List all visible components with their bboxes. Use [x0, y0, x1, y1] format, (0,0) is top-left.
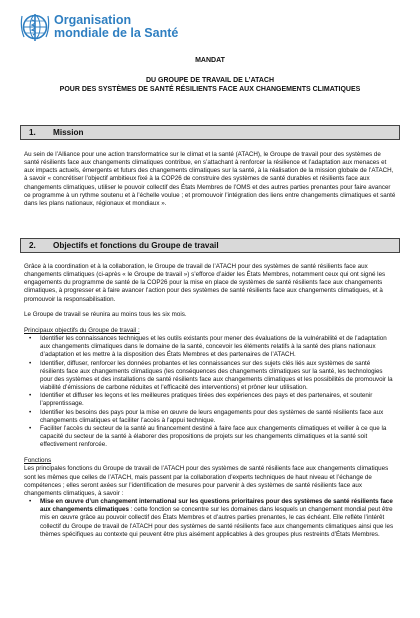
section-2-body: [24, 263, 396, 539]
functions-list: [24, 498, 396, 539]
objective-item: • Faciliter l’accès du secteur de la santé au financement destiné à faire face aux changements climatiques et veiller à ce que la capacité du secteur de la santé à élaborer des propositions de projets sur les changements climatiques et la santé soit effectivement renforcée.: [40, 425, 396, 449]
mission-paragraph: Au sein de l’Alliance pour une action transformatrice sur le climat et la santé (ATACH), le Groupe de travail pour des systèmes de santé résilients face aux changements climatiques contribue, en s’attachant à renforcer la résilience et l’adaptation aux menaces et aux impacts actuels, émergents et futurs des changements climatiques sur la santé, à la réalisation de la mission globale de l’ATACH, à savoir « concrétiser l’objectif ambitieux fixé à la COP26 de construire des systèmes de santé durables et résilients face aux changements climatiques, utiliser le pouvoir collectif des États Membres de l’OMS et des autres parties prenantes pour faire avancer ce programme à un rythme soutenu et à l’échelle voulue ; et promouvoir l’intégration des liens entre changements climatiques et santé dans les plans nationaux, régionaux et mondiaux ».: [24, 151, 396, 207]
section-1-body: [24, 151, 396, 208]
who-emblem-icon: [20, 12, 50, 42]
section-1-heading: [20, 125, 400, 140]
organisation-name-line2: mondiale de la Santé: [54, 26, 179, 40]
function-item-title: Mise en œuvre d’un changement international sur les questions prioritaires pour des systèmes de santé résilients face aux changements climatiques: [40, 498, 393, 514]
objective-item: • Identifier les connaissances techniques et les outils existants pour mener des évaluations de la vulnérabilité et de l’adaptation aux changements climatiques dans le domaine de la santé, concevoir les éléments relatifs à la santé des plans nationaux d’adaptation et les mettre à la disposition des États Membres et des partenaires de l’ATACH.: [40, 335, 396, 359]
section-2-title: Objectifs et fonctions du Groupe de travail: [53, 241, 219, 250]
objectives-intro-paragraph: Grâce à la coordination et à la collaboration, le Groupe de travail de l’ATACH pour des systèmes de santé résilients face aux changements climatiques (ci-après « le Groupe de travail ») s’efforce d’aider les États Membres, notamment ceux qui ont signé les engagements du programme de santé de la COP26 pour la mise en place de systèmes de santé résilients face aux changements climatiques, à progresser et à faire avancer l’action pour des systèmes de santé résilients face aux changements climatiques, et à promouvoir la responsabilisation.: [24, 263, 386, 303]
who-logo: [20, 12, 178, 42]
mandate-label: MANDAT: [195, 57, 225, 64]
functions-intro-paragraph: Les principales fonctions du Groupe de travail de l’ATACH pour des systèmes de santé résilients face aux changements climatiques sont les mêmes que celles de l’ATACH, mais passent par la collaboration d’experts techniques de haut niveau et l’échange de compétences ; elles seront axées sur l’identification de mesures pour parvenir à des systèmes de santé résilients face aux changements climatiques, à savoir :: [24, 465, 389, 497]
function-item: [40, 498, 396, 539]
function-item-text: : cette fonction se concentre sur les domaines dans lesquels un changement mondial peut être mis en œuvre grâce au pouvoir collectif des États Membres et d’autres parties prenantes, le cas échéant. Elle reflète l’intérêt collectif du Groupe de travail de l’ATACH pour des systèmes de santé résilients face aux changements climatiques ainsi que les thèmes spécifiques au contexte qui peuvent être plus aisément applicables à des groupes plus restreints d’États Membres.: [40, 506, 394, 538]
section-2-heading: [20, 238, 400, 253]
objectives-list: [24, 335, 396, 449]
objective-item: • Identifier les besoins des pays pour la mise en œuvre de leurs engagements pour des systèmes de santé résilients face aux changements climatiques et faciliter l’accès à l’appui technique.: [40, 409, 396, 425]
document-title-line2: POUR DES SYSTÈMES DE SANTÉ RÉSILIENTS FACE AUX CHANGEMENTS CLIMATIQUES: [59, 86, 361, 93]
objective-item: • Identifier, diffuser, renforcer les données probantes et les connaissances sur des sujets clés liés aux systèmes de santé résilients face aux changements climatiques (les conséquences des changements climatiques sur la santé, les technologies pour des systèmes et des installations de santé résilients face aux changements climatiques et les possibilités de promouvoir la viabilité d’émissions de carbone réduites et l’efficacité des interventions) et prôner leur utilisation.: [40, 360, 396, 393]
section-2-number: 2.: [29, 241, 36, 250]
functions-heading: Fonctions: [24, 457, 52, 465]
section-1-number: 1.: [29, 128, 36, 137]
objectives-heading: Principaux objectifs du Groupe de travail :: [24, 326, 140, 334]
organisation-name-line1: Organisation: [54, 13, 132, 27]
document-title-line1: DU GROUPE DE TRAVAIL DE L’ATACH: [145, 77, 275, 84]
organisation-name: [54, 14, 178, 40]
objective-item: • Identifier et diffuser les leçons et les meilleures pratiques tirées des expériences des pays et des partenaires, et soutenir l’apprentissage.: [40, 392, 396, 408]
section-1-title: Mission: [53, 128, 84, 137]
meeting-frequency: Le Groupe de travail se réunira au moins tous les six mois.: [24, 310, 187, 318]
